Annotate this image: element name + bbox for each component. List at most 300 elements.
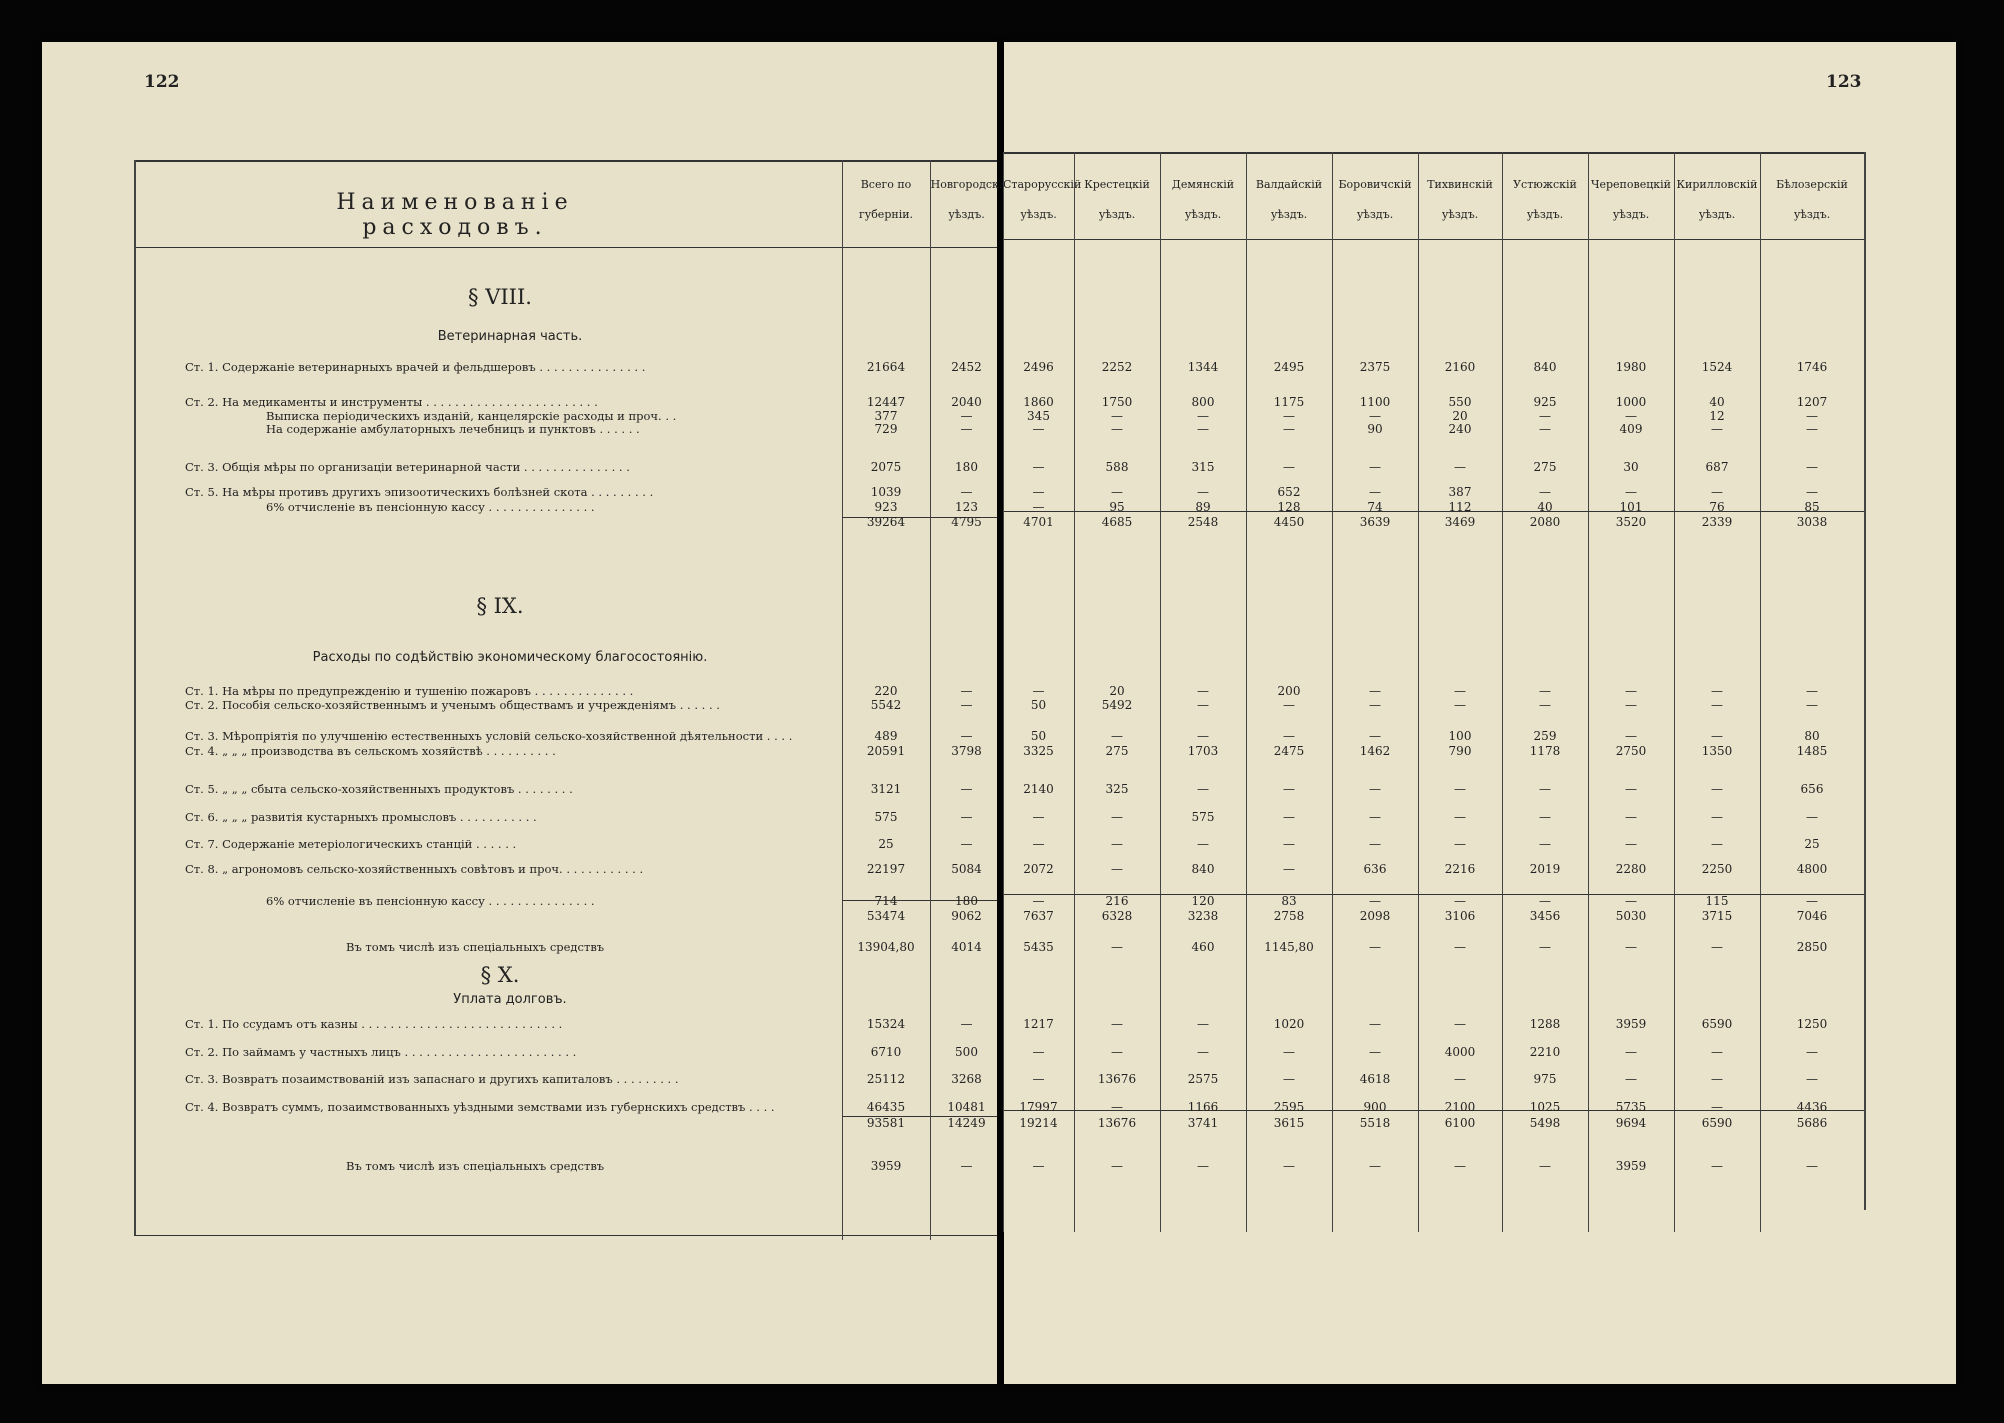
row-label: Ст. 4. „ „ „ производства въ сельскомъ хозяйствѣ . . . . . . . . . . [185, 744, 556, 758]
cell-value: — [1197, 485, 1209, 499]
cell-value: 1020 [1273, 1017, 1305, 1031]
cell-value: — [1625, 698, 1637, 712]
column-header [1588, 170, 1674, 230]
cell-value: 550 [1448, 395, 1472, 409]
cell-value: — [1197, 698, 1209, 712]
row-label: Въ томъ числѣ изъ спеціальныхъ средствъ [346, 1159, 605, 1173]
cell-value: — [1625, 1072, 1637, 1086]
cell-value: 2595 [1273, 1100, 1305, 1114]
cell-value: — [1032, 460, 1045, 474]
cell-value: 13904,80 [857, 940, 915, 954]
cell-value: 575 [1191, 810, 1215, 824]
section-10-title: Уплата долговъ. [453, 992, 567, 1007]
cell-value: — [1197, 1017, 1209, 1031]
cell-value: 3959 [1615, 1159, 1647, 1173]
cell-value: — [1711, 698, 1723, 712]
cell-value: 112 [1448, 500, 1472, 514]
cell-value: 2475 [1273, 744, 1305, 758]
cell-value: 3615 [1273, 1116, 1305, 1130]
cell-value: — [1711, 1159, 1723, 1173]
cell-value: 2575 [1187, 1072, 1219, 1086]
cell-value: — [1369, 837, 1381, 851]
cell-value: 5518 [1359, 1116, 1391, 1130]
cell-value: — [1111, 1017, 1123, 1031]
cell-value: 115 [1705, 894, 1729, 908]
cell-value: 1462 [1359, 744, 1391, 758]
cell-value: — [1711, 782, 1723, 796]
cell-value: 25112 [866, 1072, 906, 1086]
cell-value: 1100 [1359, 395, 1391, 409]
column-header-line1: Всего по [860, 178, 912, 191]
cell-value: — [1454, 940, 1466, 954]
cell-value: 652 [1277, 485, 1301, 499]
row-label: Ст. 7. Содержаніе метеріологическихъ станцій . . . . . . [185, 837, 517, 851]
cell-value: 3038 [1796, 515, 1828, 529]
column-header [1418, 170, 1502, 230]
cell-value: 25 [878, 837, 894, 851]
column-header-line2: уѣздъ. [948, 208, 985, 221]
cell-value: 40 [1709, 395, 1725, 409]
cell-value: — [960, 485, 973, 499]
cell-value: 5435 [1023, 940, 1054, 954]
cell-value: — [1283, 698, 1295, 712]
cell-value: — [1197, 409, 1209, 423]
cell-value: — [1283, 409, 1295, 423]
cell-value: — [1454, 460, 1466, 474]
cell-value: 4795 [951, 515, 982, 529]
cell-value: 50 [1030, 729, 1047, 743]
column-header [1074, 170, 1160, 230]
cell-value: 7046 [1796, 909, 1828, 923]
column-header-line2: уѣздъ. [1020, 208, 1057, 221]
cell-value: 1485 [1796, 744, 1828, 758]
cell-value: — [1283, 1045, 1295, 1059]
cell-value: — [1197, 837, 1209, 851]
cell-value: — [1369, 409, 1381, 423]
table-bottom-rule [134, 1235, 997, 1236]
cell-value: 2495 [1273, 360, 1305, 374]
cell-value: — [960, 409, 973, 423]
cell-value: — [1806, 1045, 1818, 1059]
cell-value: — [1454, 698, 1466, 712]
cell-value: — [960, 1159, 973, 1173]
cell-value: — [960, 729, 973, 743]
row-label: Ст. 3. Общія мѣры по организаціи ветеринарной части . . . . . . . . . . . . . . . [185, 460, 630, 474]
cell-value: 2080 [1529, 515, 1561, 529]
table-left-rule [134, 160, 136, 1235]
cell-value: — [1539, 485, 1551, 499]
cell-value: 50 [1030, 698, 1047, 712]
table-top-rule [134, 160, 997, 162]
cell-value: — [1369, 1159, 1381, 1173]
table-right-rule [1864, 152, 1866, 1210]
cell-value: 840 [1191, 862, 1215, 876]
cell-value: — [1625, 485, 1637, 499]
left-page [42, 42, 997, 1384]
cell-value: 2452 [951, 360, 982, 374]
cell-value: 2375 [1359, 360, 1391, 374]
cell-value: — [960, 782, 973, 796]
cell-value: — [960, 837, 973, 851]
column-header-line2: уѣздъ. [1098, 208, 1136, 221]
column-header-line1: Демянскій [1171, 178, 1235, 191]
section-10-mark: § X. [480, 963, 520, 987]
cell-value: 4701 [1023, 515, 1054, 529]
cell-value: — [1539, 698, 1551, 712]
cell-value: — [1711, 729, 1723, 743]
cell-value: — [1539, 837, 1551, 851]
column-header-line2: уѣздъ. [1270, 208, 1308, 221]
column-header-line1: Боровичскій [1338, 178, 1412, 191]
cell-value: — [1711, 940, 1723, 954]
cell-value: 1250 [1796, 1017, 1828, 1031]
cell-value: 3715 [1701, 909, 1733, 923]
cell-value: 315 [1191, 460, 1215, 474]
cell-value: 12447 [866, 395, 906, 409]
cell-value: 1524 [1701, 360, 1733, 374]
cell-value: — [960, 698, 973, 712]
cell-value: 1000 [1615, 395, 1647, 409]
cell-value: — [1454, 837, 1466, 851]
column-header-line1: Череповецкій [1590, 178, 1672, 191]
cell-value: — [1032, 500, 1045, 514]
cell-value: 275 [1105, 744, 1129, 758]
cell-value: 1750 [1101, 395, 1133, 409]
cell-value: — [1197, 1159, 1209, 1173]
cell-value: — [1032, 1159, 1045, 1173]
cell-value: — [1539, 1159, 1551, 1173]
column-header [842, 170, 930, 230]
cell-value: 1145,80 [1264, 940, 1314, 954]
cell-value: — [1283, 862, 1295, 876]
cell-value: 5735 [1615, 1100, 1647, 1114]
cell-value: 259 [1533, 729, 1557, 743]
cell-value: 4800 [1796, 862, 1828, 876]
cell-value: — [1806, 485, 1818, 499]
cell-value: 2252 [1101, 360, 1133, 374]
cell-value: — [1032, 684, 1045, 698]
cell-value: — [960, 1017, 973, 1031]
cell-value: 840 [1533, 360, 1557, 374]
cell-value: 20 [1109, 684, 1125, 698]
column-header-line2: уѣздъ. [1441, 208, 1479, 221]
cell-value: 9694 [1615, 1116, 1647, 1130]
cell-value: — [1197, 422, 1209, 436]
cell-value: — [1111, 862, 1123, 876]
cell-value: — [1369, 729, 1381, 743]
cell-value: 46435 [866, 1100, 906, 1114]
cell-value: 21664 [866, 360, 906, 374]
cell-value: 1746 [1796, 360, 1828, 374]
cell-value: — [1711, 1045, 1723, 1059]
column-header-line2: уѣздъ. [1184, 208, 1222, 221]
cell-value: — [1032, 1045, 1045, 1059]
cell-value: — [960, 810, 973, 824]
row-label: Ст. 1. По ссудамъ отъ казны . . . . . . . . . . . . . . . . . . . . . . . . . . . . [185, 1017, 563, 1031]
cell-value: 2850 [1796, 940, 1828, 954]
cell-value: — [1111, 485, 1123, 499]
cell-value: 6328 [1101, 909, 1133, 923]
cell-value: 22197 [866, 862, 906, 876]
cell-value: — [1283, 422, 1295, 436]
cell-value: 85 [1804, 500, 1820, 514]
cell-value: 1166 [1187, 1100, 1219, 1114]
cell-value: — [1369, 1045, 1381, 1059]
cell-value: — [1539, 894, 1551, 908]
cell-value: — [1283, 1159, 1295, 1173]
column-header [1246, 170, 1332, 230]
cell-value: — [1369, 810, 1381, 824]
cell-value: 4450 [1273, 515, 1305, 529]
page-number-left: 122 [144, 72, 180, 92]
cell-value: 4436 [1796, 1100, 1828, 1114]
cell-value: 5542 [870, 698, 902, 712]
cell-value: 2280 [1615, 862, 1647, 876]
cell-value: 790 [1448, 744, 1472, 758]
cell-value: 128 [1277, 500, 1301, 514]
cell-value: 3121 [870, 782, 902, 796]
cell-value: 3741 [1187, 1116, 1219, 1130]
cell-value: 95 [1109, 500, 1125, 514]
cell-value: 588 [1105, 460, 1129, 474]
cell-value: — [1454, 894, 1466, 908]
cell-value: — [1806, 810, 1818, 824]
header-bottom-rule [1004, 239, 1864, 240]
row-label: Ст. 2. По займамъ у частныхъ лицъ . . . . . . . . . . . . . . . . . . . . . . . . [185, 1045, 577, 1059]
cell-value: 3325 [1023, 744, 1054, 758]
cell-value: 123 [955, 500, 978, 514]
cell-value: 3238 [1187, 909, 1219, 923]
cell-value: 1217 [1023, 1017, 1054, 1031]
cell-value: — [1032, 894, 1045, 908]
cell-value: — [1625, 1045, 1637, 1059]
cell-value: — [1806, 894, 1818, 908]
page-number-right: 123 [1826, 72, 1862, 92]
cell-value: 74 [1367, 500, 1383, 514]
cell-value: 1175 [1273, 395, 1305, 409]
cell-value: 53474 [866, 909, 906, 923]
cell-value: 377 [874, 409, 898, 423]
cell-value: 3106 [1444, 909, 1476, 923]
cell-value: — [1806, 1072, 1818, 1086]
cell-value: — [1711, 684, 1723, 698]
row-label: Выписка періодическихъ изданій, канцелярскіе расходы и проч. . . [266, 409, 677, 423]
cell-value: — [1111, 729, 1123, 743]
cell-value: 1350 [1701, 744, 1733, 758]
cell-value: 220 [874, 684, 898, 698]
row-label: Ст. 8. „ агрономовъ сельско-хозяйственныхъ совѣтовъ и проч. . . . . . . . . . . . [185, 862, 644, 876]
cell-value: 40 [1537, 500, 1553, 514]
cell-value: — [1711, 810, 1723, 824]
column-header-line2: уѣздъ. [1356, 208, 1394, 221]
cell-value: 13676 [1097, 1116, 1137, 1130]
cell-value: — [1806, 698, 1818, 712]
cell-value: 2496 [1023, 360, 1054, 374]
cell-value: — [1283, 782, 1295, 796]
cell-value: 19214 [1019, 1116, 1058, 1130]
section-9-mark: § IX. [476, 594, 524, 618]
row-label: 6% отчисленіе въ пенсіонную кассу . . . . . . . . . . . . . . . [266, 894, 595, 908]
row-label: Ст. 3. Мѣропріятія по улучшенію естественныхъ условій сельско-хозяйственной дѣятельности . . . . [185, 729, 793, 743]
cell-value: 460 [1191, 940, 1215, 954]
row-label: Ст. 4. Возвратъ суммъ, позаимствованныхъ уѣздными земствами изъ губернскихъ средствъ . . . . [185, 1100, 775, 1114]
cell-value: — [1454, 782, 1466, 796]
cell-value: 2040 [951, 395, 982, 409]
cell-value: — [1369, 782, 1381, 796]
table-top-rule [1004, 152, 1864, 154]
column-header [1760, 170, 1864, 230]
cell-value: — [1283, 1072, 1295, 1086]
column-header-line2: губерніи. [858, 208, 914, 221]
cell-value: — [1111, 810, 1123, 824]
cell-value: 925 [1533, 395, 1557, 409]
cell-value: — [1806, 1159, 1818, 1173]
cell-value: 6710 [870, 1045, 902, 1059]
cell-value: 1207 [1796, 395, 1828, 409]
column-header-line1: Тихвинскій [1427, 178, 1493, 191]
cell-value: 2750 [1615, 744, 1647, 758]
cell-value: 900 [1363, 1100, 1387, 1114]
cell-value: — [1625, 810, 1637, 824]
cell-value: — [1454, 810, 1466, 824]
cell-value: 500 [955, 1045, 978, 1059]
column-header-line1: Новгородск. [930, 178, 1003, 191]
cell-value: 4000 [1444, 1045, 1476, 1059]
cell-value: 180 [955, 460, 978, 474]
cell-value: 2548 [1187, 515, 1219, 529]
cell-value: — [1711, 837, 1723, 851]
cell-value: 83 [1281, 894, 1297, 908]
cell-value: — [1283, 729, 1295, 743]
cell-value: 714 [874, 894, 898, 908]
row-label: Въ томъ числѣ изъ спеціальныхъ средствъ [346, 940, 605, 954]
cell-value: — [1625, 782, 1637, 796]
cell-value: — [1806, 422, 1818, 436]
cell-value: — [1454, 1072, 1466, 1086]
cell-value: — [1625, 729, 1637, 743]
header-bottom-rule [134, 247, 997, 248]
column-header [930, 170, 1003, 230]
cell-value: 14249 [947, 1116, 986, 1130]
cell-value: 10481 [947, 1100, 986, 1114]
cell-value: — [1369, 684, 1381, 698]
column-header-line1: Бѣлозерскій [1776, 178, 1848, 191]
cell-value: — [1283, 460, 1295, 474]
cell-value: 1039 [870, 485, 902, 499]
cell-value: 3639 [1359, 515, 1391, 529]
cell-value: 89 [1195, 500, 1211, 514]
cell-value: 2072 [1023, 862, 1054, 876]
cell-value: 800 [1191, 395, 1215, 409]
row-label: Ст. 2. Пособія сельско-хозяйственнымъ и ученымъ обществамъ и учрежденіямъ . . . . . . [185, 698, 720, 712]
column-header [1332, 170, 1418, 230]
cell-value: — [1111, 409, 1123, 423]
column-header [1674, 170, 1760, 230]
cell-value: 923 [874, 500, 898, 514]
cell-value: — [1032, 422, 1045, 436]
cell-value: 2250 [1701, 862, 1733, 876]
column-header-line1: Кирилловскій [1676, 178, 1758, 191]
column-header-line1: Крестецкій [1084, 178, 1150, 191]
column-header-line2: уѣздъ. [1612, 208, 1650, 221]
cell-value: 5686 [1796, 1116, 1828, 1130]
cell-value: — [1625, 837, 1637, 851]
cell-value: 100 [1448, 729, 1472, 743]
cell-value: — [1454, 1017, 1466, 1031]
cell-value: 80 [1804, 729, 1820, 743]
cell-value: 1025 [1529, 1100, 1561, 1114]
cell-value: — [1283, 810, 1295, 824]
cell-value: — [1806, 460, 1818, 474]
cell-value: 4014 [951, 940, 982, 954]
row-label: Ст. 1. На мѣры по предупрежденію и тушенію пожаровъ . . . . . . . . . . . . . . [185, 684, 634, 698]
cell-value: 6100 [1444, 1116, 1476, 1130]
row-label: 6% отчисленіе въ пенсіонную кассу . . . . . . . . . . . . . . . [266, 500, 595, 514]
cell-value: — [1539, 422, 1551, 436]
cell-value: 3469 [1444, 515, 1476, 529]
cell-value: 387 [1448, 485, 1472, 499]
cell-value: — [1111, 940, 1123, 954]
cell-value: 729 [874, 422, 898, 436]
cell-value: 3268 [951, 1072, 982, 1086]
cell-value: — [1369, 698, 1381, 712]
cell-value: 2100 [1444, 1100, 1476, 1114]
row-label: Ст. 6. „ „ „ развитія кустарныхъ промысловъ . . . . . . . . . . . [185, 810, 537, 824]
cell-value: 6590 [1701, 1017, 1733, 1031]
cell-value: 1344 [1187, 360, 1219, 374]
cell-value: — [1032, 810, 1045, 824]
cell-value: 180 [955, 894, 978, 908]
cell-value: 5492 [1101, 698, 1133, 712]
cell-value: 2140 [1023, 782, 1054, 796]
cell-value: 656 [1800, 782, 1824, 796]
cell-value: — [1711, 1072, 1723, 1086]
cell-value: — [1032, 1072, 1045, 1086]
cell-value: 240 [1448, 422, 1472, 436]
cell-value: — [1539, 409, 1551, 423]
cell-value: — [1197, 729, 1209, 743]
cell-value: — [1111, 1100, 1123, 1114]
cell-value: — [1111, 422, 1123, 436]
right-page [1004, 42, 1956, 1384]
section-9-title: Расходы по содѣйствію экономическому благосостоянію. [312, 650, 708, 665]
cell-value: — [1197, 1045, 1209, 1059]
column-header-line1: Устюжскій [1513, 178, 1577, 191]
cell-value: — [1625, 684, 1637, 698]
cell-value: 489 [874, 729, 898, 743]
column-header-line1: Валдайскій [1255, 178, 1323, 191]
cell-value: — [1032, 837, 1045, 851]
cell-value: 30 [1623, 460, 1639, 474]
cell-value: 101 [1619, 500, 1643, 514]
cell-value: 575 [874, 810, 898, 824]
section-8-title: Ветеринарная часть. [437, 329, 583, 344]
cell-value: 2075 [870, 460, 902, 474]
cell-value: 13676 [1097, 1072, 1137, 1086]
column-header [1502, 170, 1588, 230]
cell-value: — [1369, 460, 1381, 474]
cell-value: — [1539, 684, 1551, 698]
cell-value: — [1454, 684, 1466, 698]
section-8-mark: § VIII. [468, 285, 532, 309]
cell-value: 20591 [866, 744, 906, 758]
cell-value: — [1369, 940, 1381, 954]
cell-value: 15324 [866, 1017, 906, 1031]
cell-value: 275 [1533, 460, 1557, 474]
cell-value: — [1806, 684, 1818, 698]
cell-value: 3959 [870, 1159, 902, 1173]
cell-value: 4618 [1359, 1072, 1391, 1086]
